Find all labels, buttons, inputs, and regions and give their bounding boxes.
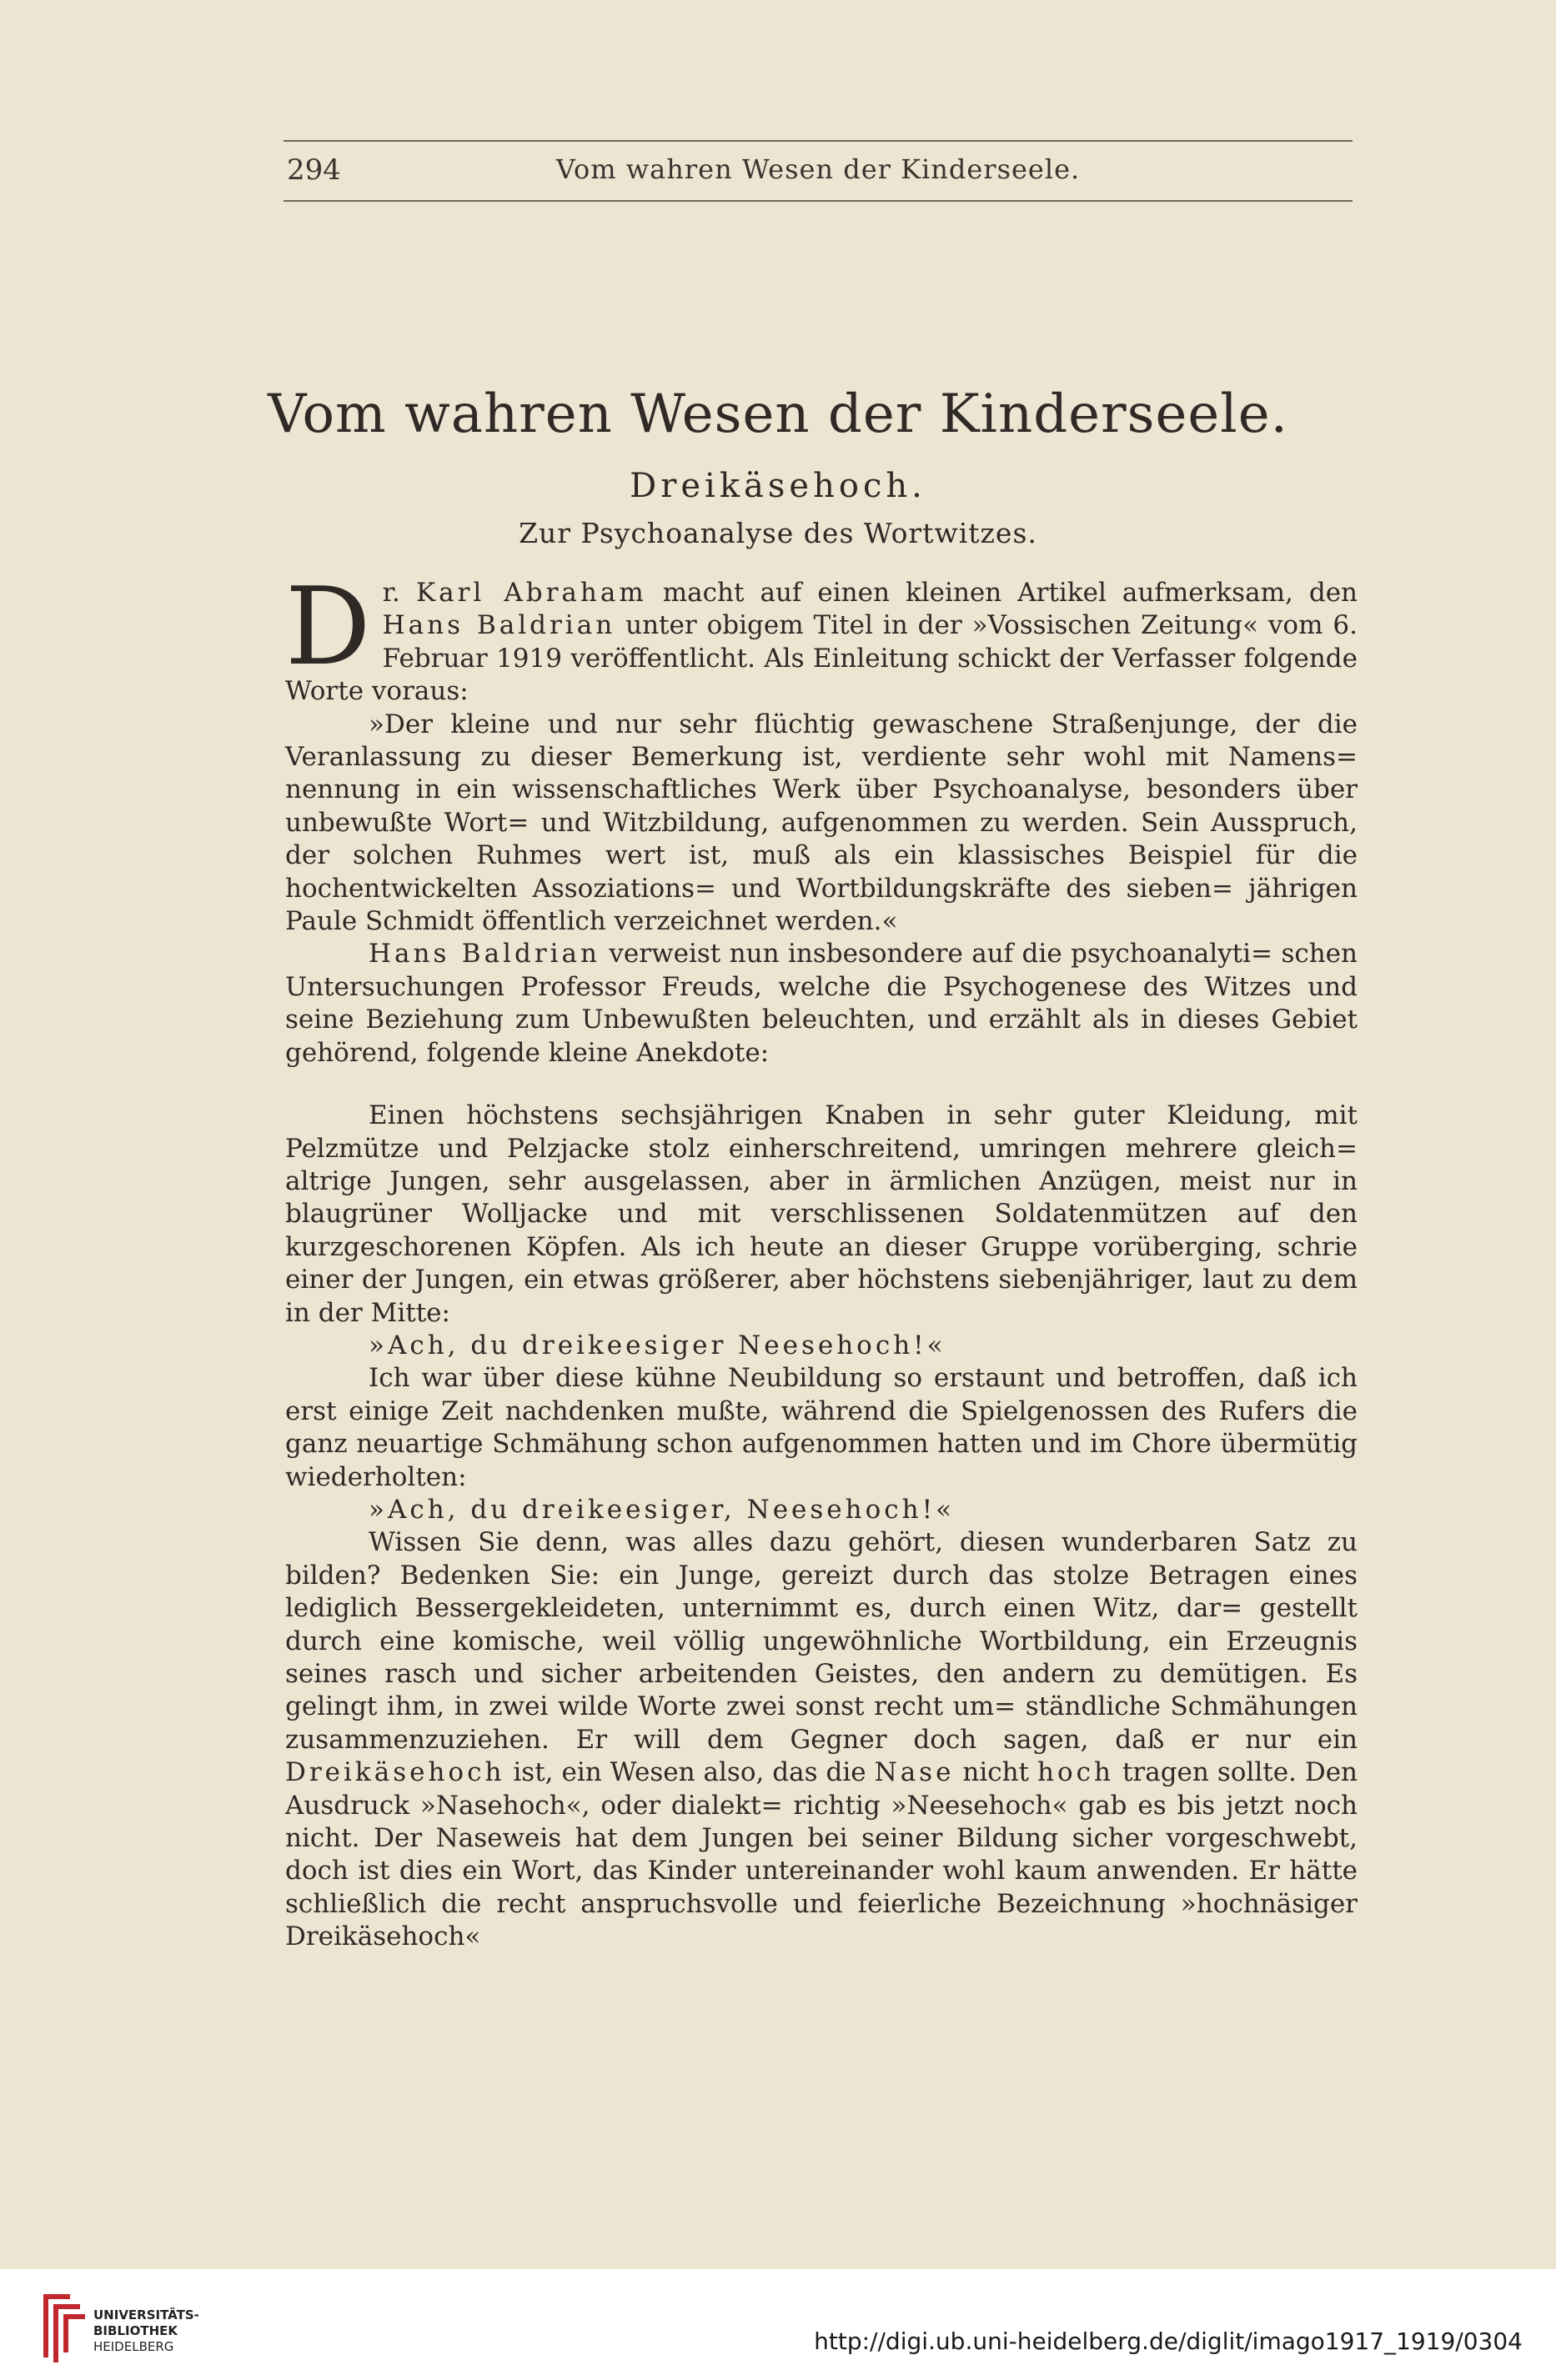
author-name: Karl Abraham: [415, 578, 647, 608]
drop-cap: D: [285, 565, 371, 689]
article-body: [285, 565, 1358, 1954]
paragraph-intro: Dr. Karl Abraham macht auf einen kleinen Artikel aufmerksam, den Hans Baldrian unter obigem Titel in der »Vossischen Zeitung« vom 6. Februar 1919 veröffentlicht. Als Einleitung schickt der Verfasser folgende Worte voraus:: [285, 565, 1358, 707]
anecdote-exclamation-2: »Ach, du dreikeesiger, Neesehoch!«: [369, 1494, 956, 1525]
running-header: [284, 140, 1353, 202]
article-title: Vom wahren Wesen der Kinderseele.: [268, 383, 1288, 445]
cited-author: Hans Baldrian: [382, 610, 616, 641]
anecdote-paragraph-3: Wissen Sie denn, was alles dazu gehört, diesen wunderbaren Satz zu bilden? Bedenken Sie: ein Junge, gereizt durch das stolze Betragen eines lediglich Bessergekleideten, unternimmt es, durch einen Witz, dar= gestellt durch eine komische, weil völlig ungewöhnliche Wortbildung, ein Erzeugnis seines rasch und sicher arbeitenden Geistes, den andern zu demütigen. Es gelingt ihm, in zwei wilde Worte zwei sonst recht um= ständliche Schmähungen zusammenzuziehen. Er will dem Gegner doch sagen, daß er nur ein Dreikäsehoch ist, ein Wesen also, das die Nase nicht hoch tragen sollte. Den Ausdruck »Nasehoch«, oder dialekt= richtig »Neesehoch« gab es bis jetzt noch nicht. Der Naseweis hat dem Jungen bei seiner Bildung sicher vorgeschwebt, doch ist dies ein Wort, das Kinder untereinander wohl kaum anwenden. Er hätte schließlich die recht anspruchsvolle und feierliche Bezeichnung »hochnäsiger Dreikäsehoch«: [285, 1527, 1358, 1952]
source-url-link[interactable]: http://digi.ub.uni-heidelberg.de/diglit/imago1917_1919/0304: [814, 2327, 1523, 2355]
paragraph-gap: [285, 1070, 1358, 1100]
paragraph-quote-intro: »Der kleine und nur sehr flüchtig gewaschene Straßenjunge, der die Veranlassung zu dieser Bemerkung ist, verdiente sehr wohl mit Namens= nennung in ein wissenschaftliches Werk über Psychoanalyse, besonders über unbewußte Wort= und Witzbildung, aufgenommen zu werden. Sein Ausspruch, der solchen Ruhmes wert ist, muß als ein klassisches Beispiel für die hochentwickelten Assoziations= und Wortbildungskräfte des sieben= jährigen Paule Schmidt öffentlich verzeichnet werden.«: [285, 709, 1358, 937]
digitization-footer: [0, 2269, 1556, 2380]
paragraph-baldrian: Hans Baldrian verweist nun insbesondere auf die psychoanalyti= schen Untersuchungen Professor Freuds, welche die Psychogenese des Witzes und seine Beziehung zum Unbewußten beleuchten, und erzählt als in dieses Gebiet gehörend, folgende kleine Anekdote:: [285, 939, 1358, 1068]
page-number: 294: [287, 153, 341, 187]
article-subtitle: Dreikäsehoch.: [630, 467, 926, 505]
running-title: Vom wahren Wesen der Kinderseele.: [555, 153, 1081, 185]
anecdote-exclamation-1: »Ach, du dreikeesiger Neesehoch!«: [369, 1330, 946, 1360]
anecdote-paragraph-1: Einen höchstens sechsjährigen Knaben in sehr guter Kleidung, mit Pelzmütze und Pelzjacke stolz einherschreitend, umringen mehrere gleich= altrige Jungen, sehr ausgelassen, aber in ärmlichen Anzügen, meist nur in blaugrüner Wolljacke und mit verschlissenen Soldatenmützen auf den kurzgeschorenen Köpfen. Als ich heute an dieser Gruppe vorüberging, schrie einer der Jungen, ein etwas größerer, aber höchstens siebenjähriger, laut zu dem in der Mitte:: [285, 1100, 1358, 1328]
anecdote-paragraph-2: Ich war über diese kühne Neubildung so erstaunt und betroffen, daß ich erst einige Zeit nachdenken mußte, während die Spielgenossen des Rufers die ganz neuartige Schmähung schon aufgenommen hatten und im Chore übermütig wiederholten:: [285, 1363, 1358, 1492]
library-name: UNIVERSITÄTS- BIBLIOTHEK HEIDELBERG: [93, 2307, 199, 2354]
library-logo-icon: [37, 2286, 90, 2366]
article-subsubtitle: Zur Psychoanalyse des Wortwitzes.: [519, 517, 1037, 549]
